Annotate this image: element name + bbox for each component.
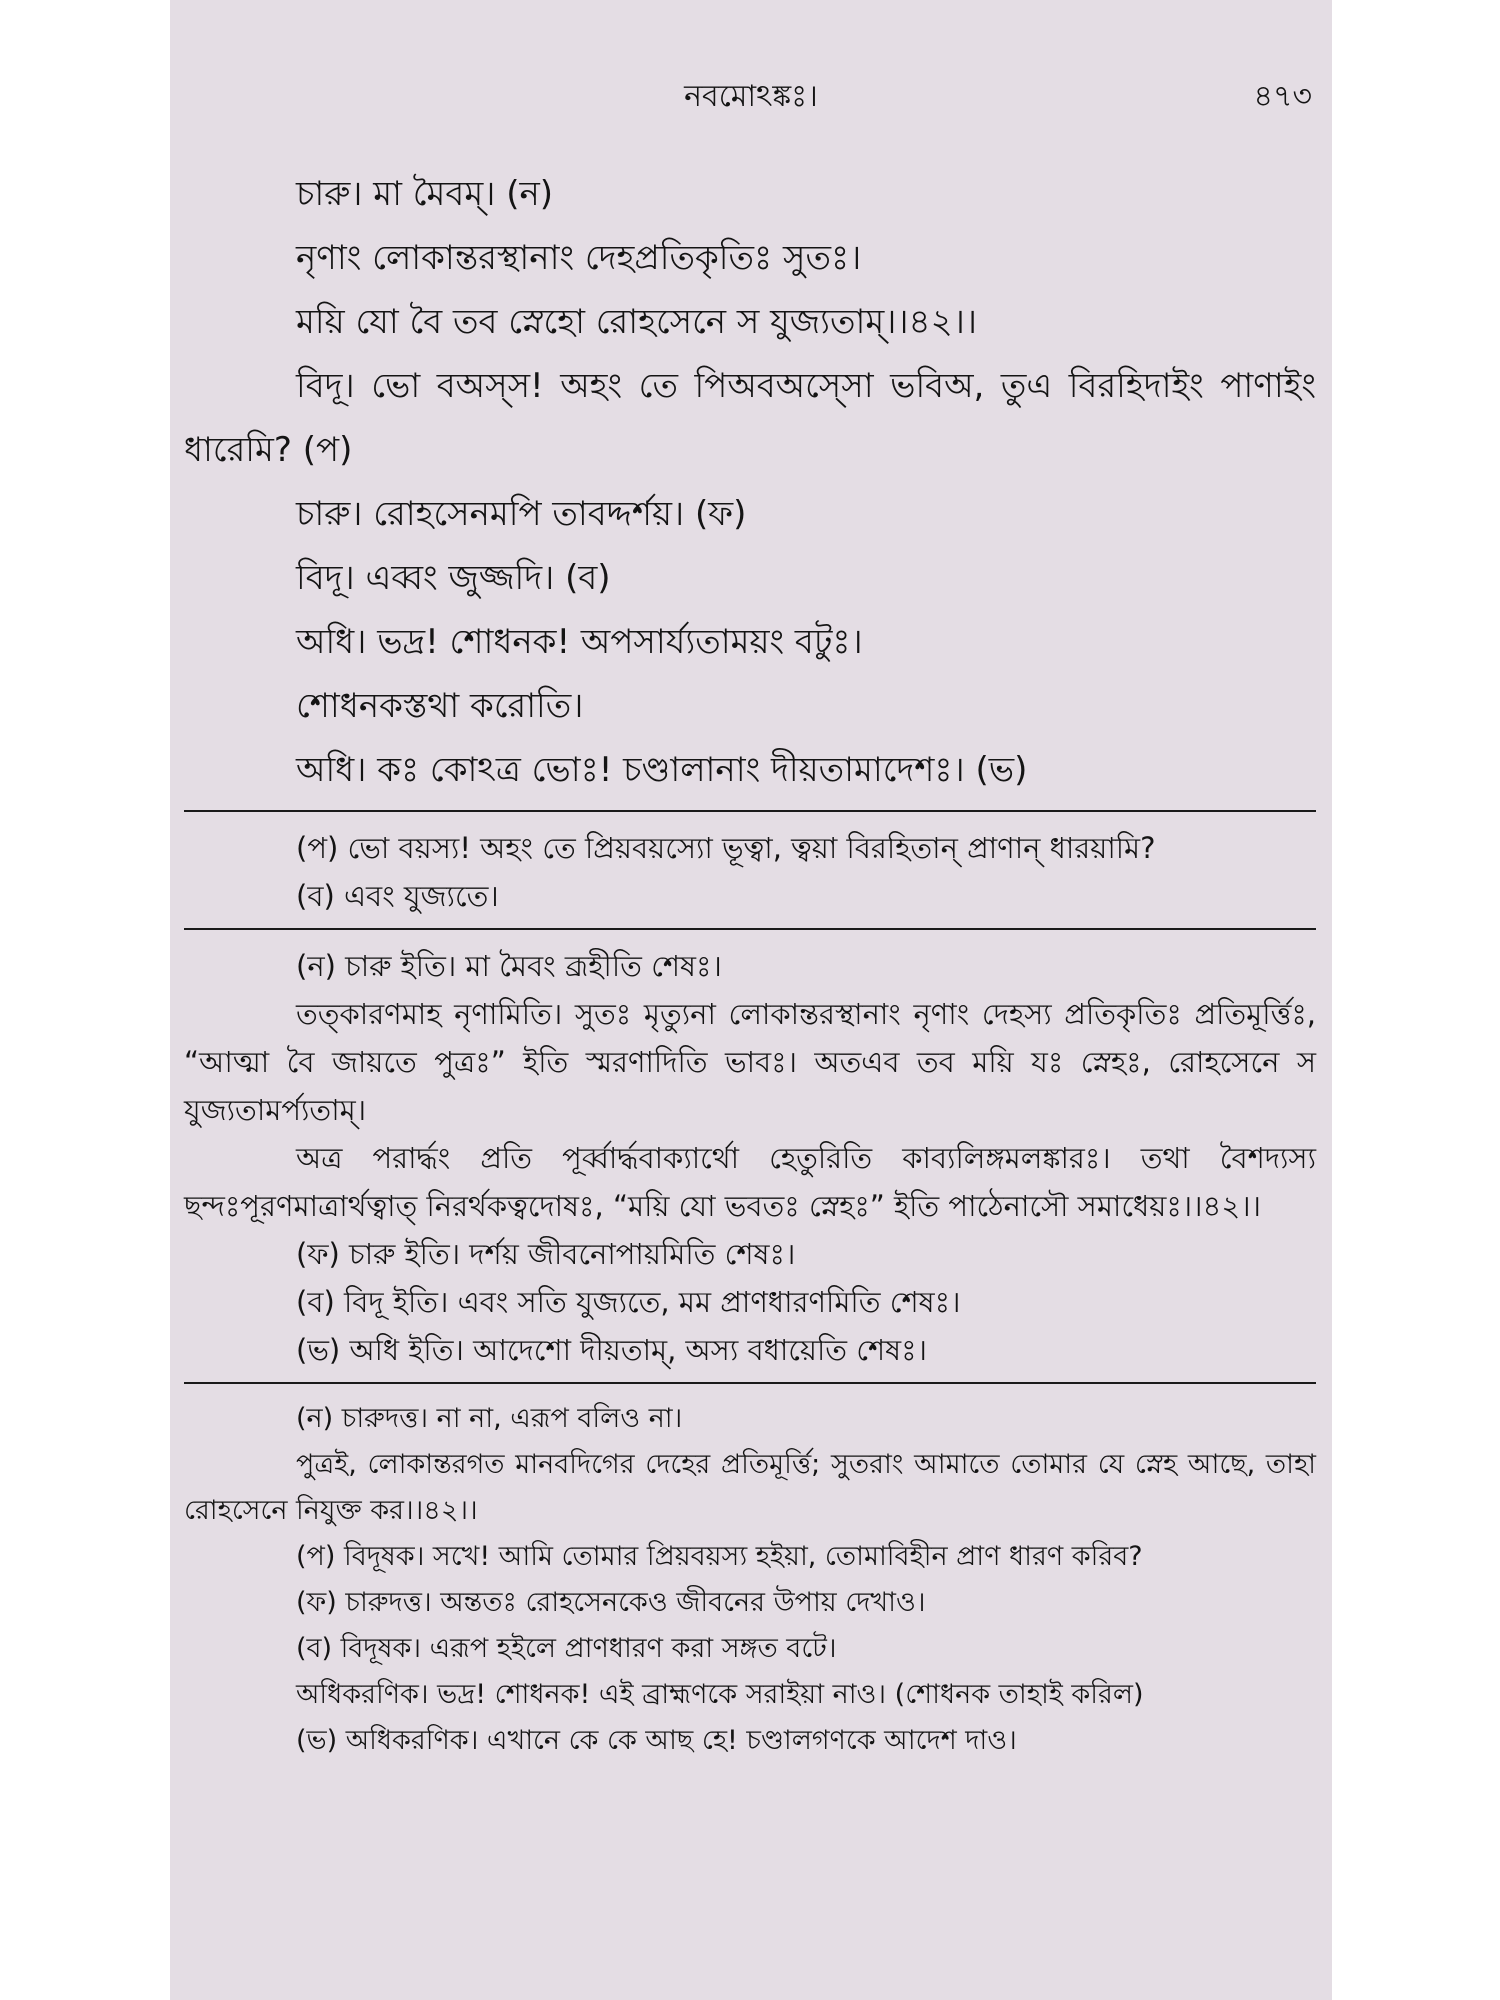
verse-line: ময়ি যো বৈ তব স্নেহো রোহসেনে স যুজ্যতাম্।।৪২।। — [296, 302, 978, 342]
commentary-note: (ব) বিদূ ইতি। এবং সতি যুজ্যতে, মম প্রাণধারণমিতি শেষঃ। — [296, 1285, 961, 1319]
translation-section — [184, 1396, 1316, 1764]
translation-note: (ফ) চারুদত্ত। অন্ততঃ রোহসেনকেও জীবনের উপায় দেখাও। — [296, 1587, 926, 1618]
commentary-section — [184, 942, 1316, 1374]
divider-rule — [184, 928, 1316, 930]
commentary-note: (ফ) চারু ইতি। দর্শয় জীবনোপায়মিতি শেষঃ। — [296, 1237, 796, 1271]
main-text — [184, 162, 1316, 802]
running-head: নবমোঽঙ্কঃ। — [684, 79, 818, 114]
translation-paragraph: পুত্রই, লোকান্তরগত মানবদিগের দেহের প্রতিমূর্ত্তি; সুতরাং আমাতে তোমার যে স্নেহ আছে, তাহা রোহসেনে নিযুক্ত কর।।৪২।। — [184, 1449, 1316, 1526]
dialogue-line: বিদূ। ভো বঅস্স! অহং তে পিঅবঅস্সো ভবিঅ, তুএ বিরহিদাইং পাণাইং ধারেমি? (প) — [184, 366, 1316, 470]
stage-direction: শোধনকস্তথা করোতি। — [296, 686, 584, 726]
commentary-note: (ন) চারু ইতি। মা মৈবং ব্রূহীতি শেষঃ। — [296, 949, 722, 983]
dialogue-line: অধি। কঃ কোঽত্র ভোঃ! চণ্ডালানাং দীয়তামাদেশঃ। (ভ) — [296, 750, 1028, 790]
dialogue-line: চারু। রোহসেনমপি তাবদ্দর্শয়। (ফ) — [296, 494, 747, 534]
divider-rule — [184, 1382, 1316, 1384]
chaya-note: (প) ভো বয়স্য! অহং তে প্রিয়বয়স্যো ভূত্বা, ত্বয়া বিরহিতান্ প্রাণান্ ধারয়ামি? — [296, 831, 1156, 865]
translation-note: অধিকরণিক। ভদ্র! শোধনক! এই ব্রাহ্মণকে সরাইয়া নাও। (শোধনক তাহাই করিল) — [296, 1679, 1144, 1710]
book-page — [170, 0, 1332, 2000]
chaya-note: (ব) এবং যুজ্যতে। — [296, 879, 499, 913]
verse-line: নৃণাং লোকান্তরস্থানাং দেহপ্রতিকৃতিঃ সুতঃ। — [296, 238, 862, 278]
commentary-note: (ভ) অধি ইতি। আদেশো দীয়তাম্, অস্য বধায়েতি শেষঃ। — [296, 1333, 928, 1367]
chaya-section — [184, 824, 1316, 920]
divider-rule — [184, 810, 1316, 812]
translation-note: (ন) চারুদত্ত। না না, এরূপ বলিও না। — [296, 1403, 683, 1434]
dialogue-line: অধি। ভদ্র! শোধনক! অপসার্য্যতাময়ং বটুঃ। — [296, 622, 863, 662]
translation-note: (ভ) অধিকরণিক। এখানে কে কে আছ হে! চণ্ডালগণকে আদেশ দাও। — [296, 1725, 1017, 1756]
commentary-paragraph: অত্র পরার্দ্ধং প্রতি পূর্ব্বার্দ্ধবাক্যার্থো হেতুরিতি কাব্যলিঙ্গমলঙ্কারঃ। তথা বৈশদ্যস্য ছন্দঃপূরণমাত্রার্থত্বাত্ নিরর্থকত্বদোষঃ, “ময়ি যো ভবতঃ স্নেহঃ” ইতি পাঠেনাসৌ সমাধেয়ঃ।।৪২।। — [184, 1141, 1316, 1223]
translation-note: (প) বিদূষক। সখে! আমি তোমার প্রিয়বয়স্য হইয়া, তোমাবিহীন প্রাণ ধারণ করিব? — [296, 1541, 1143, 1572]
translation-note: (ব) বিদূষক। এরূপ হইলে প্রাণধারণ করা সঙ্গত বটে। — [296, 1633, 837, 1664]
page-body — [184, 162, 1316, 1764]
commentary-paragraph: তত্কারণমাহ নৃণামিতি। সুতঃ মৃত্যুনা লোকান্তরস্থানাং নৃণাং দেহস্য প্রতিকৃতিঃ প্রতিমূর্ত্তিঃ, “আত্মা বৈ জায়তে পুত্রঃ” ইতি স্মরণাদিতি ভাবঃ। অতএব তব ময়ি যঃ স্নেহঃ, রোহসেনে স যুজ্যতামর্প্যতাম্। — [184, 997, 1316, 1127]
page-number: ৪৭৩ — [1253, 79, 1312, 114]
page-header — [170, 72, 1332, 122]
dialogue-line: বিদূ। এব্বং জুজ্জদি। (ব) — [296, 558, 611, 598]
dialogue-line: চারু। মা মৈবম্। (ন) — [296, 174, 554, 214]
